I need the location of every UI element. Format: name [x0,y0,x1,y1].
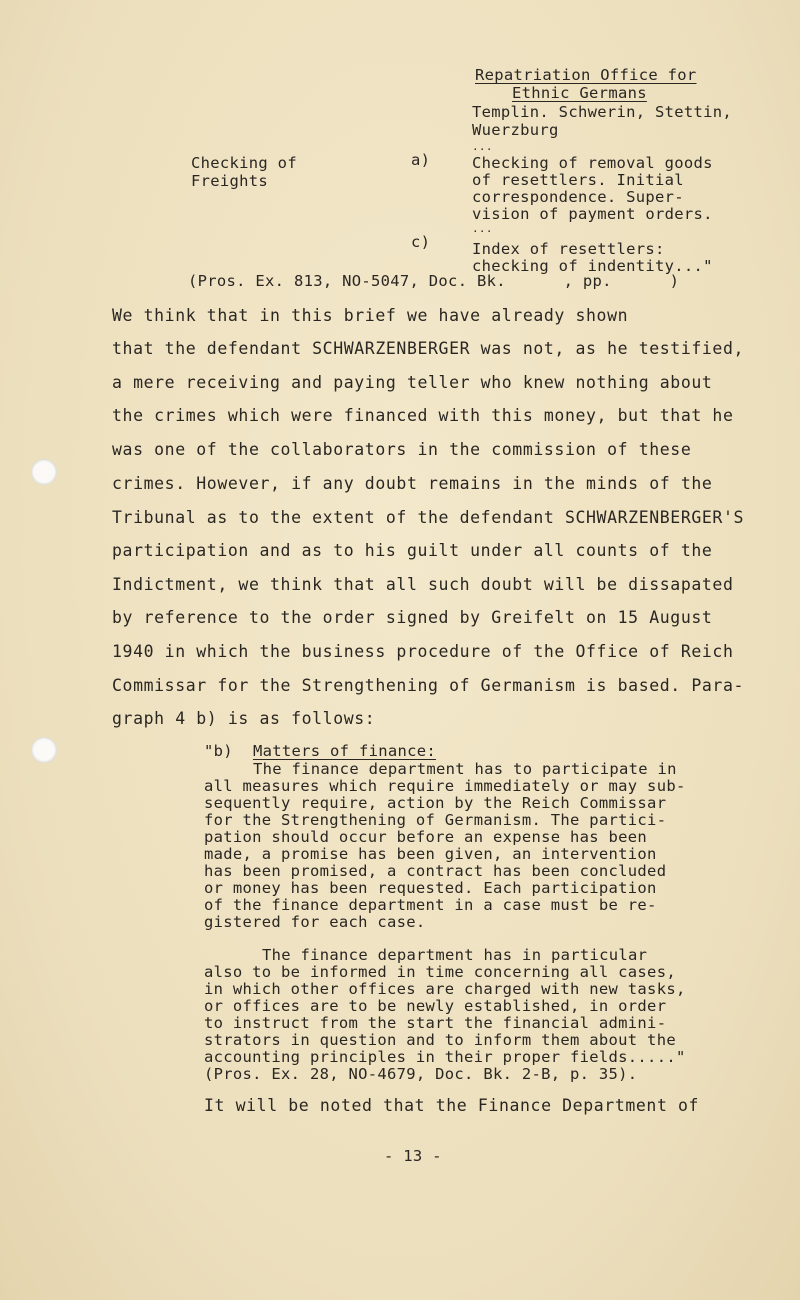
closing-line: It will be noted that the Finance Department of [204,1096,700,1115]
locations-line1: Templin. Schwerin, Stettin, [472,103,733,121]
paragraph-line: that the defendant SCHWARZENBERGER was not, as he testified, [112,339,745,358]
office-title-line1: Repatriation Office for [475,66,697,84]
paragraph-line: Tribunal as to the extent of the defendant SCHWARZENBERGER'S [112,508,745,527]
marker-c: c) [411,233,431,251]
quote-line: for the Strengthening of Germanism. The partici- [204,811,667,829]
quote-line: strators in question and to inform them about the [204,1031,676,1049]
paragraph-line: graph 4 b) is as follows: [112,709,376,728]
item-a-line2: of resettlers. Initial [472,171,684,189]
page-number: - 13 - [384,1147,442,1165]
item-a-line4: vision of payment orders. [472,205,713,223]
paragraph-line: Indictment, we think that all such doubt will be dissapated [112,575,734,594]
quote-line: sequently require, action by the Reich Commissar [204,794,667,812]
item-c-line2: checking of indentity..." [472,257,713,275]
paragraph-line: participation and as to his guilt under all counts of the [112,541,713,560]
punch-hole [31,459,57,485]
quote-marker: "b) [204,742,233,760]
quote-line: has been promised, a contract has been concluded [204,862,667,880]
locations-line2: Wuerzburg [472,121,559,139]
quote-citation: (Pros. Ex. 28, NO-4679, Doc. Bk. 2-B, p. 35). [204,1065,638,1083]
quote-line: The finance department has to participate in [253,760,677,778]
paragraph-line: Commissar for the Strengthening of Germanism is based. Para- [112,676,745,695]
paragraph-line: 1940 in which the business procedure of the Office of Reich [112,642,734,661]
paragraph-line: was one of the collaborators in the commission of these [112,440,692,459]
item-a-line1: Checking of removal goods [472,154,713,172]
quote-line: or offices are to be newly established, in order [204,997,667,1015]
left-heading-line1: Checking of [191,154,297,172]
quote-line: all measures which require immediately or may sub- [204,777,686,795]
quote-line: accounting principles in their proper fields....." [204,1048,686,1066]
item-a-line3: correspondence. Super- [472,188,684,206]
quote-line: of the finance department in a case must be re- [204,896,657,914]
quote-line: also to be informed in time concerning all cases, [204,963,676,981]
paragraph-line: by reference to the order signed by Greifelt on 15 August [112,608,713,627]
quote-heading: Matters of finance: [253,742,437,760]
paragraph-line: the crimes which were financed with this money, but that he [112,406,734,425]
office-title-line2: Ethnic Germans [512,84,647,102]
marker-a: a) [411,151,431,169]
quote-line: to instruct from the start the financial admini- [204,1014,667,1032]
quote-line: in which other offices are charged with new tasks, [204,980,686,998]
ellipsis-dots: ... [472,140,493,153]
item-c-line1: Index of resettlers: [472,240,665,258]
quote-line: made, a promise has been given, an intervention [204,845,657,863]
quote-line: pation should occur before an expense has been [204,828,648,846]
ellipsis-dots: ... [472,222,493,235]
quote-line: or money has been requested. Each participation [204,879,657,897]
quote-line: The finance department has in particular [262,946,648,964]
exhibit-citation: (Pros. Ex. 813, NO-5047, Doc. Bk. , pp. ) [188,272,680,290]
paragraph-line: crimes. However, if any doubt remains in the minds of the [112,474,713,493]
punch-hole [31,737,57,763]
paragraph-line: We think that in this brief we have already shown [112,306,629,325]
paragraph-line: a mere receiving and paying teller who knew nothing about [112,373,713,392]
quote-line: gistered for each case. [204,913,426,931]
left-heading-line2: Freights [191,172,269,190]
